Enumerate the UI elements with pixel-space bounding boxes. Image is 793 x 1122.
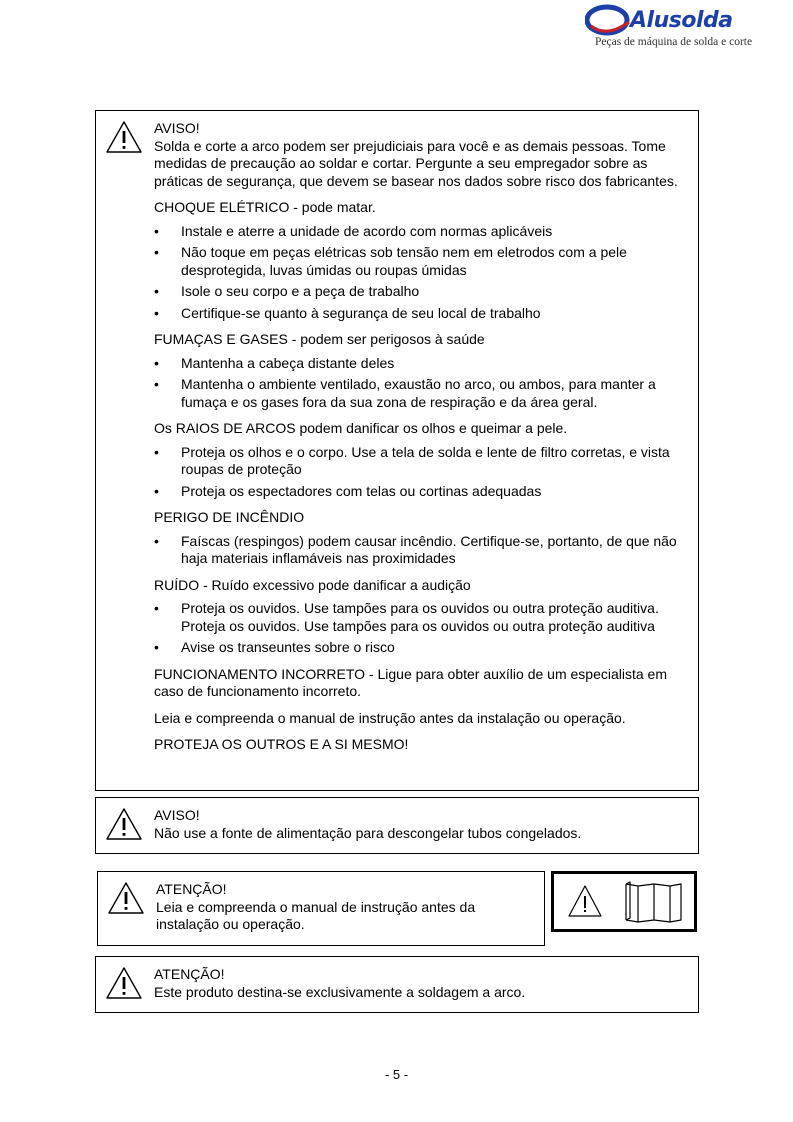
page-number: - 5 -	[384, 1067, 409, 1082]
arc-rays-list	[154, 444, 688, 501]
section-heading-electric-shock: CHOQUE ELÉTRICO - pode matar.	[154, 199, 376, 215]
section-heading-arc-rays: Os RAIOS DE ARCOS podem danificar os olhos e queimar a pele.	[154, 420, 568, 436]
electric-shock-list	[154, 223, 688, 323]
noise-list	[154, 600, 688, 657]
warning-triangle-icon	[105, 966, 143, 1000]
attention-manual-text: Leia e compreenda o manual de instrução antes da instalação ou operação.	[156, 898, 476, 932]
list-item: • Proteja os espectadores com telas ou cortinas adequadas	[154, 483, 688, 501]
read-manual-text: Leia e compreenda o manual de instrução antes da instalação ou operação.	[154, 709, 626, 726]
logo-swoosh-icon	[585, 4, 633, 38]
frozen-pipes-warning-box	[95, 797, 699, 854]
brand-tagline: Peças de máquina de solda e corte	[595, 36, 753, 48]
section-heading-fire: PERIGO DE INCÊNDIO	[154, 509, 305, 525]
main-warning-box	[95, 110, 699, 791]
list-item: • Proteja os ouvidos. Use tampões para os ouvidos ou outra proteção auditiva. Proteja os ouvidos. Use tampões para os ouvidos ou outra proteção auditiva	[154, 600, 688, 635]
list-item: • Faíscas (respingos) podem causar incêndio. Certifique-se, portanto, de que não haja materiais inflamáveis nas proximidades	[154, 533, 688, 568]
list-item: • Mantenha a cabeça distante deles	[154, 355, 688, 373]
section-heading-noise: RUÍDO - Ruído excessivo pode danificar a audição	[154, 576, 471, 593]
protect-text: PROTEJA OS OUTROS E A SI MESMO!	[154, 736, 409, 752]
list-item: • Mantenha o ambiente ventilado, exaustão no arco, ou ambos, para manter a fumaça e os gases fora da sua zona de respiração e da área geral.	[154, 376, 688, 411]
attention-product-box	[95, 956, 699, 1013]
alusolda-logo	[585, 4, 753, 50]
brand-name: Alusolda	[630, 8, 733, 33]
attention-manual-title: ATENÇÃO!	[156, 881, 227, 897]
list-item: • Proteja os olhos e o corpo. Use a tela de solda e lente de filtro corretas, e vista roupas de proteção	[154, 444, 688, 479]
read-manual-symbol-icon	[554, 874, 694, 929]
warning-triangle-icon	[105, 807, 143, 841]
list-item: • Avise os transeuntes sobre o risco	[154, 639, 688, 657]
attention-product-text: Este produto destina-se exclusivamente a soldagem a arco.	[154, 983, 526, 1000]
attention-product-title: ATENÇÃO!	[154, 966, 225, 982]
main-warning-title: AVISO!	[154, 120, 200, 136]
list-item: • Não toque em peças elétricas sob tensão nem em eletrodos com a pele desprotegida, luvas úmidas ou roupas úmidas	[154, 244, 688, 279]
warning-triangle-icon	[105, 120, 143, 154]
frozen-pipes-title: AVISO!	[154, 807, 200, 823]
list-item: • Certifique-se quanto à segurança de seu local de trabalho	[154, 305, 688, 323]
section-heading-fumes: FUMAÇAS E GASES - podem ser perigosos à saúde	[154, 331, 485, 347]
list-item: • Isole o seu corpo e a peça de trabalho	[154, 283, 688, 301]
malfunction-text: FUNCIONAMENTO INCORRETO - Ligue para obter auxílio de um especialista em caso de funcionamento incorreto.	[154, 665, 667, 699]
attention-manual-box	[97, 871, 545, 946]
fumes-list	[154, 355, 688, 412]
warning-triangle-icon	[107, 881, 145, 915]
list-item: • Instale e aterre a unidade de acordo com normas aplicáveis	[154, 223, 688, 241]
fire-list	[154, 533, 688, 568]
main-warning-intro: Solda e corte a arco podem ser prejudiciais para você e as demais pessoas. Tome medidas de precaução ao soldar e cortar. Pergunte a seu empregador sobre as práticas de segurança, que devem se basear nos dados sobre risco dos fabricantes.	[154, 137, 678, 189]
frozen-pipes-text: Não use a fonte de alimentação para descongelar tubos congelados.	[154, 824, 582, 841]
read-manual-symbol-box	[551, 871, 697, 932]
